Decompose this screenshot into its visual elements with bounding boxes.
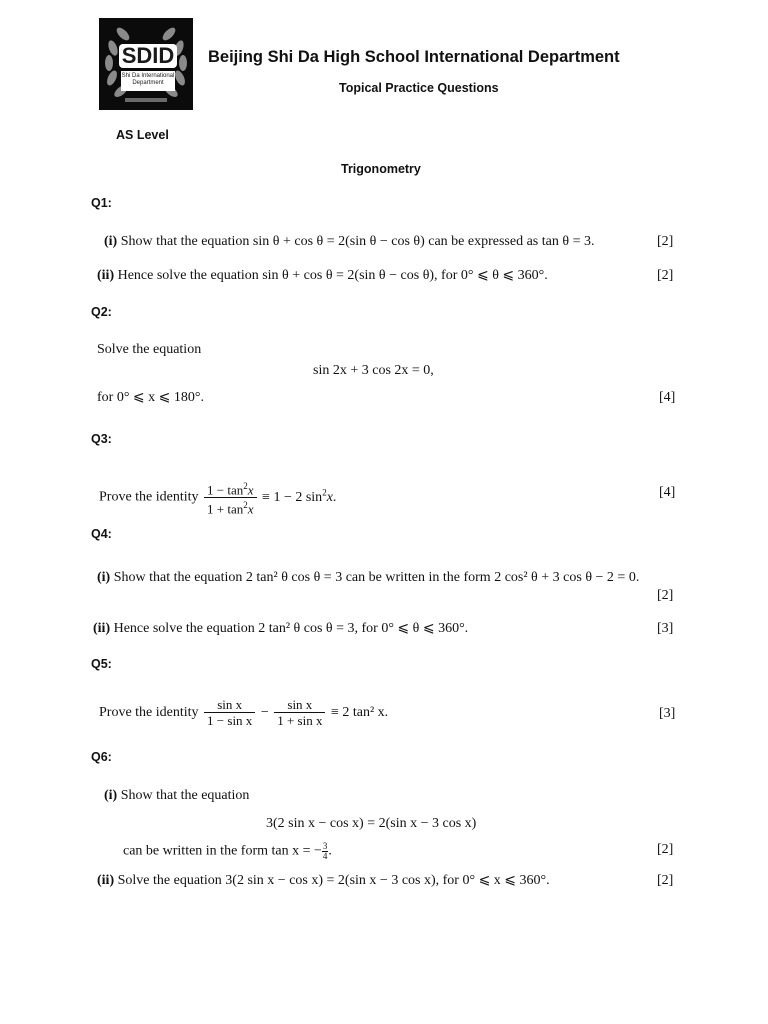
q6-part-ii: [97, 873, 550, 889]
q4-part-ii-text: Hence solve the equation 2 tan² θ cos θ = 3, for 0° ⩽ θ ⩽ 360°.: [113, 621, 469, 636]
q2-range: for 0° ⩽ x ⩽ 180°.: [97, 390, 204, 405]
q3-prefix: Prove the identity: [99, 489, 199, 505]
q5-numerator-1: sin x: [204, 697, 255, 713]
q6-equation: 3(2 sin x − cos x) = 2(sin x − 3 cos x): [266, 816, 477, 831]
part-label: (ii): [93, 621, 111, 636]
q6-i-mark: [2]: [657, 842, 674, 857]
q1-part-i: [104, 234, 594, 250]
document-subtitle: Topical Practice Questions: [339, 81, 499, 95]
q5-denominator-1: 1 − sin x: [207, 713, 253, 729]
logo-subtext: Shi Da International Department: [121, 71, 175, 91]
q4-part-i-text: Show that the equation 2 tan² θ cos θ = 3 can be written in the form 2 cos² θ + 3 cos θ − 2 = 0.: [113, 570, 640, 585]
q3-numerator: $1 - \tan^2x$: [204, 479, 257, 498]
minus-sign: −: [260, 705, 269, 720]
q1-ii-mark: [2]: [657, 268, 674, 283]
q5-identity: [99, 695, 388, 731]
logo-wordmark: SDID: [119, 44, 177, 68]
q5-fraction-2: [274, 697, 325, 728]
part-label: (i): [104, 234, 118, 249]
q2-equation: sin 2x + 3 cos 2x = 0,: [313, 363, 434, 378]
q3-fraction: [204, 479, 257, 517]
q4-part-ii: [93, 621, 468, 637]
q4-i-mark: [2]: [657, 588, 674, 603]
q1-part-i-text: Show that the equation sin θ + cos θ = 2(sin θ − cos θ) can be expressed as tan θ = 3.: [120, 234, 595, 249]
question-label-q5: Q5:: [91, 657, 112, 671]
q6-part-i: [104, 788, 249, 804]
q4-ii-mark: [3]: [657, 621, 674, 636]
question-label-q1: Q1:: [91, 196, 112, 210]
q6-part-i-intro: Show that the equation: [120, 788, 250, 803]
q6-ii-mark: [2]: [657, 873, 674, 888]
q3-denominator: $1 + \tan^2x$: [207, 499, 254, 517]
q5-prefix: Prove the identity: [99, 705, 199, 720]
q2-intro: Solve the equation: [97, 342, 202, 357]
fraction-three-quarters: $\frac{3}{4}$: [322, 841, 328, 861]
q5-mark: [3]: [659, 706, 676, 721]
q6-part-ii-text: Solve the equation 3(2 sin x − cos x) = 2(sin x − 3 cos x), for 0° ⩽ x ⩽ 360°.: [117, 873, 550, 888]
q6-part-i-form: can be written in the form tan x = − $\frac{3}{4}$ .: [123, 841, 332, 861]
school-name: Beijing Shi Da High School International Department: [208, 48, 620, 66]
part-label: (ii): [97, 873, 115, 888]
level-label: AS Level: [116, 128, 169, 142]
q5-denominator-2: 1 + sin x: [277, 713, 323, 729]
q3-identity: [99, 474, 336, 516]
q1-part-ii: [97, 268, 548, 284]
question-label-q2: Q2:: [91, 305, 112, 319]
q5-numerator-2: sin x: [274, 697, 325, 713]
part-label: (i): [97, 570, 111, 585]
question-label-q4: Q4:: [91, 527, 112, 541]
part-label: (i): [104, 788, 118, 803]
q1-i-mark: [2]: [657, 234, 674, 249]
school-logo: [99, 18, 193, 110]
q5-fraction-1: [204, 697, 255, 728]
q3-suffix: ≡ 1 − 2 $\sin^2x$.: [262, 487, 337, 505]
topic-title: Trigonometry: [341, 162, 421, 176]
q2-mark: [4]: [659, 390, 676, 405]
q5-suffix: ≡ 2 tan² x.: [330, 705, 389, 720]
question-label-q3: Q3:: [91, 432, 112, 446]
question-label-q6: Q6:: [91, 750, 112, 764]
q4-part-i: [97, 570, 639, 586]
part-label: (ii): [97, 268, 115, 283]
q3-mark: [4]: [659, 485, 676, 500]
q1-part-ii-text: Hence solve the equation sin θ + cos θ = 2(sin θ − cos θ), for 0° ⩽ θ ⩽ 360°.: [117, 268, 548, 283]
